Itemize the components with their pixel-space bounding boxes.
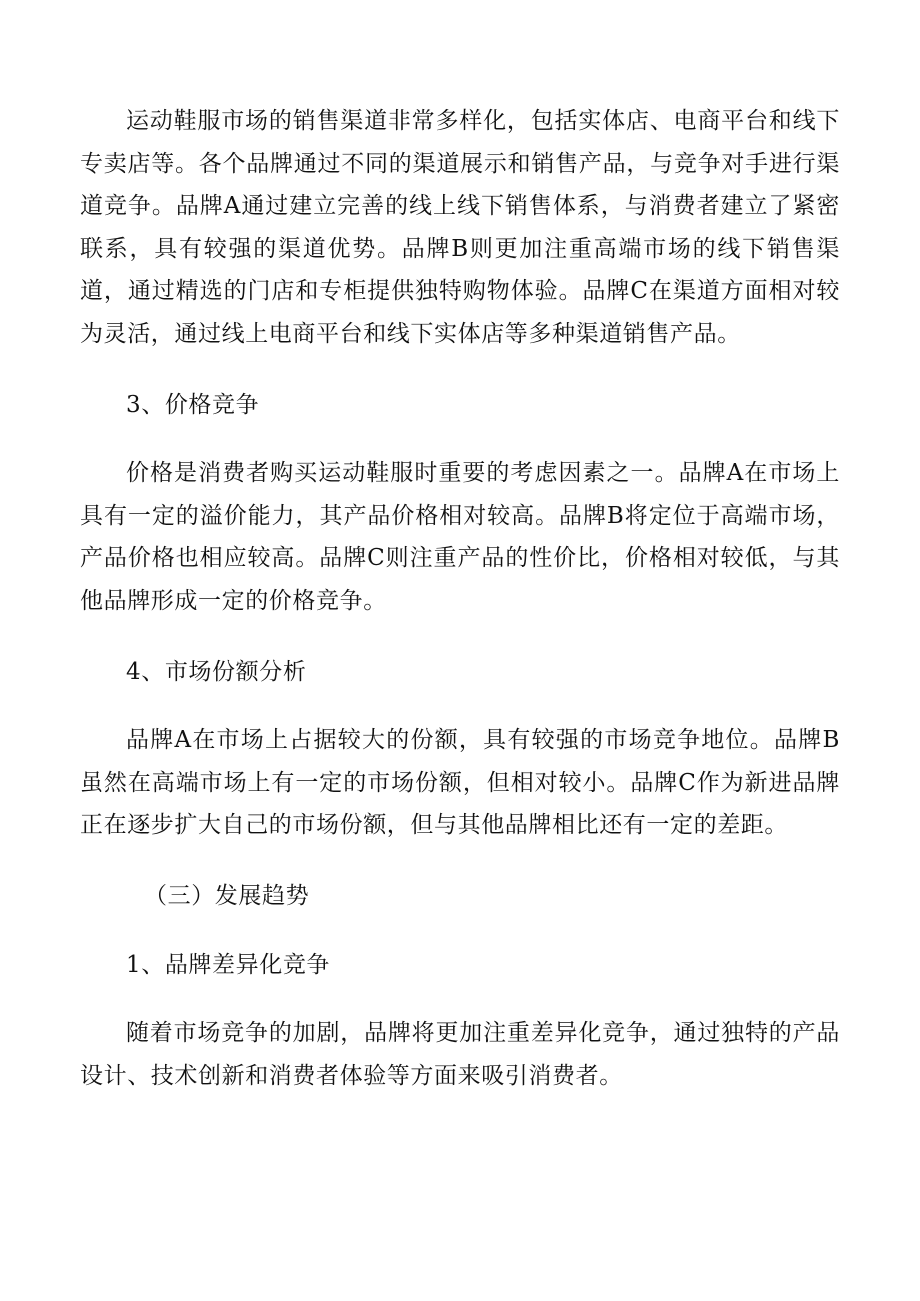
heading-development-trend: （三）发展趋势 [144, 882, 310, 909]
heading-market-share: 4、市场份额分析 [126, 658, 307, 685]
document-page [80, 100, 840, 1097]
paragraph-market-share: 品牌A在市场上占据较大的份额，具有较强的市场竞争地位。品牌B虽然在高端市场上有一定的市场份额，但相对较小。品牌C作为新进品牌正在逐步扩大自己的市场份额，但与其他品牌相比还有一定的差距。 [80, 727, 840, 839]
paragraph-price-competition: 价格是消费者购买运动鞋服时重要的考虑因素之一。品牌A在市场上具有一定的溢价能力，其产品价格相对较高。品牌B将定位于高端市场，产品价格也相应较高。品牌C则注重产品的性价比，价格相对较低，与其他品牌形成一定的价格竞争。 [80, 460, 840, 614]
paragraph-channel-competition: 运动鞋服市场的销售渠道非常多样化，包括实体店、电商平台和线下专卖店等。各个品牌通过不同的渠道展示和销售产品，与竞争对手进行渠道竞争。品牌A通过建立完善的线上线下销售体系，与消费者建立了紧密联系，具有较强的渠道优势。品牌B则更加注重高端市场的线下销售渠道，通过精选的门店和专柜提供独特购物体验。品牌C在渠道方面相对较为灵活，通过线上电商平台和线下实体店等多种渠道销售产品。 [80, 108, 840, 347]
heading-price-competition: 3、价格竞争 [126, 391, 260, 418]
paragraph-brand-differentiation: 随着市场竞争的加剧，品牌将更加注重差异化竞争，通过独特的产品设计、技术创新和消费者体验等方面来吸引消费者。 [80, 1020, 840, 1089]
heading-brand-differentiation: 1、品牌差异化竞争 [126, 951, 331, 978]
